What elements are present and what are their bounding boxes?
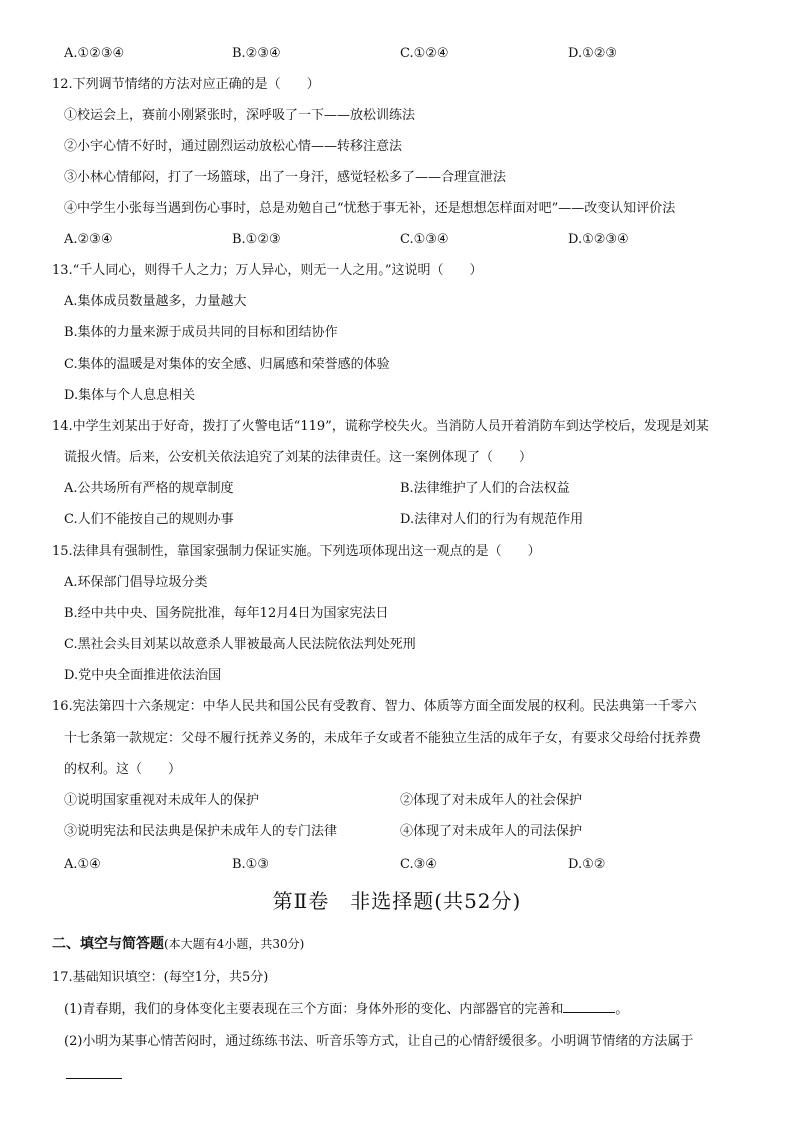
q12-item-4: ④中学生小张每当遇到伤心事时，总是劝勉自己“忧愁于事无补，还是想想怎样面对吧”——改变认知评价法: [64, 201, 676, 216]
q16-stem-line-3: 的权利。这（ ）: [64, 762, 182, 777]
q13-stem: 13.“千人同心，则得千人之力；万人异心，则无一人之用。”这说明（ ）: [52, 263, 483, 278]
section-title: 第Ⅱ卷 非选择题(共52分): [272, 889, 522, 913]
q16-option-c: C.③④: [400, 857, 437, 872]
q16-item-1: ①说明国家重视对未成年人的保护: [64, 793, 260, 808]
q16-item-3: ③说明宪法和民法典是保护未成年人的专门法律: [64, 824, 338, 839]
q12-stem: 12.下列调节情绪的方法对应正确的是（ ）: [52, 77, 320, 92]
q17-blank-1[interactable]: [563, 1000, 615, 1013]
q17-blank-2[interactable]: [66, 1064, 122, 1079]
part-two-note: (本大题有4小题，共30分): [164, 937, 305, 951]
q17-item-1-row: [64, 1000, 628, 1020]
q12-option-b: B.①②③: [232, 232, 281, 247]
q16-option-d: D.①②: [568, 857, 606, 872]
q16-item-2: ②体现了对未成年人的社会保护: [400, 793, 583, 808]
q17-item-2: (2)小明为某事心情苦闷时，通过练练书法、听音乐等方式，让自己的心情舒缓很多。小明调节情绪的方法属于: [64, 1034, 694, 1049]
q15-option-a: A.环保部门倡导垃圾分类: [64, 575, 208, 590]
q16-option-b: B.①③: [232, 857, 269, 872]
q13-option-b: B.集体的力量来源于成员共同的目标和团结协作: [64, 325, 338, 340]
q16-stem-line-1: 16.宪法第四十六条规定：中华人民共和国公民有受教育、智力、体质等方面全面发展的权利。民法典第一千零六: [52, 699, 697, 714]
q16-stem-line-2: 十七条第一款规定：父母不履行抚养义务的，未成年子女或者不能独立生活的成年子女，有要求父母给付抚养费: [64, 731, 702, 746]
q15-option-b: B.经中共中央、国务院批准，每年12月4日为国家宪法日: [64, 606, 389, 621]
q12-option-c: C.①③④: [400, 232, 449, 247]
q14-stem-line-2: 谎报火情。后来，公安机关依法追究了刘某的法律责任。这一案例体现了（ ）: [64, 450, 533, 465]
q11-option-c: C.①②④: [400, 46, 449, 61]
q15-option-c: C.黑社会头目刘某以故意杀人罪被最高人民法院依法判处死刑: [64, 637, 416, 652]
q12-item-2: ②小宇心情不好时，通过剧烈运动放松心情——转移注意法: [64, 139, 403, 154]
q15-option-d: D.党中央全面推进依法治国: [64, 668, 222, 683]
q14-stem-line-1: 14.中学生刘某出于好奇，拨打了火警电话“119”，谎称学校失火。当消防人员开着消防车到达学校后，发现是刘某: [52, 419, 709, 434]
q11-option-d: D.①②③: [568, 46, 618, 61]
q17-item-1: (1)青春期，我们的身体变化主要表现在三个方面：身体外形的变化、内部器官的完善和: [64, 1002, 564, 1017]
q14-options-row-1: [64, 479, 744, 499]
part-two-title: 二、填空与简答题: [52, 936, 164, 952]
q12-option-a: A.②③④: [64, 232, 113, 247]
q16-options: [64, 855, 744, 875]
q16-item-4: ④体现了对未成年人的司法保护: [400, 824, 583, 839]
q12-options: [64, 230, 744, 250]
q11-option-b: B.②③④: [232, 46, 281, 61]
q16-items-row-2: [64, 822, 744, 842]
q16-items-row-1: [64, 791, 744, 811]
q13-option-d: D.集体与个人息息相关: [64, 388, 196, 403]
q14-option-a: A.公共场所有严格的规章制度: [64, 481, 234, 496]
q14-options-row-2: [64, 510, 744, 530]
q13-option-a: A.集体成员数量越多，力量越大: [64, 294, 247, 309]
q12-item-3: ③小林心情郁闷，打了一场篮球，出了一身汗，感觉轻松多了——合理宣泄法: [64, 170, 507, 185]
q14-option-c: C.人们不能按自己的规则办事: [64, 512, 234, 527]
q13-option-c: C.集体的温暖是对集体的安全感、归属感和荣誉感的体验: [64, 357, 390, 372]
q11-option-a: A.①②③④: [64, 46, 125, 61]
q16-option-a: A.①④: [64, 857, 101, 872]
q12-option-d: D.①②③④: [568, 232, 629, 247]
q15-stem: 15.法律具有强制性，靠国家强制力保证实施。下列选项体现出这一观点的是（ ）: [52, 544, 541, 559]
q11-options: [64, 44, 744, 64]
q14-option-d: D.法律对人们的行为有规范作用: [400, 512, 584, 527]
q17-item-1-end: 。: [615, 1002, 629, 1017]
q14-option-b: B.法律维护了人们的合法权益: [400, 481, 570, 496]
q17-stem: 17.基础知识填空：(每空1分，共5分): [52, 970, 269, 985]
part-two-heading: [52, 934, 304, 954]
q12-item-1: ①校运会上，赛前小刚紧张时，深呼吸了一下——放松训练法: [64, 108, 416, 123]
